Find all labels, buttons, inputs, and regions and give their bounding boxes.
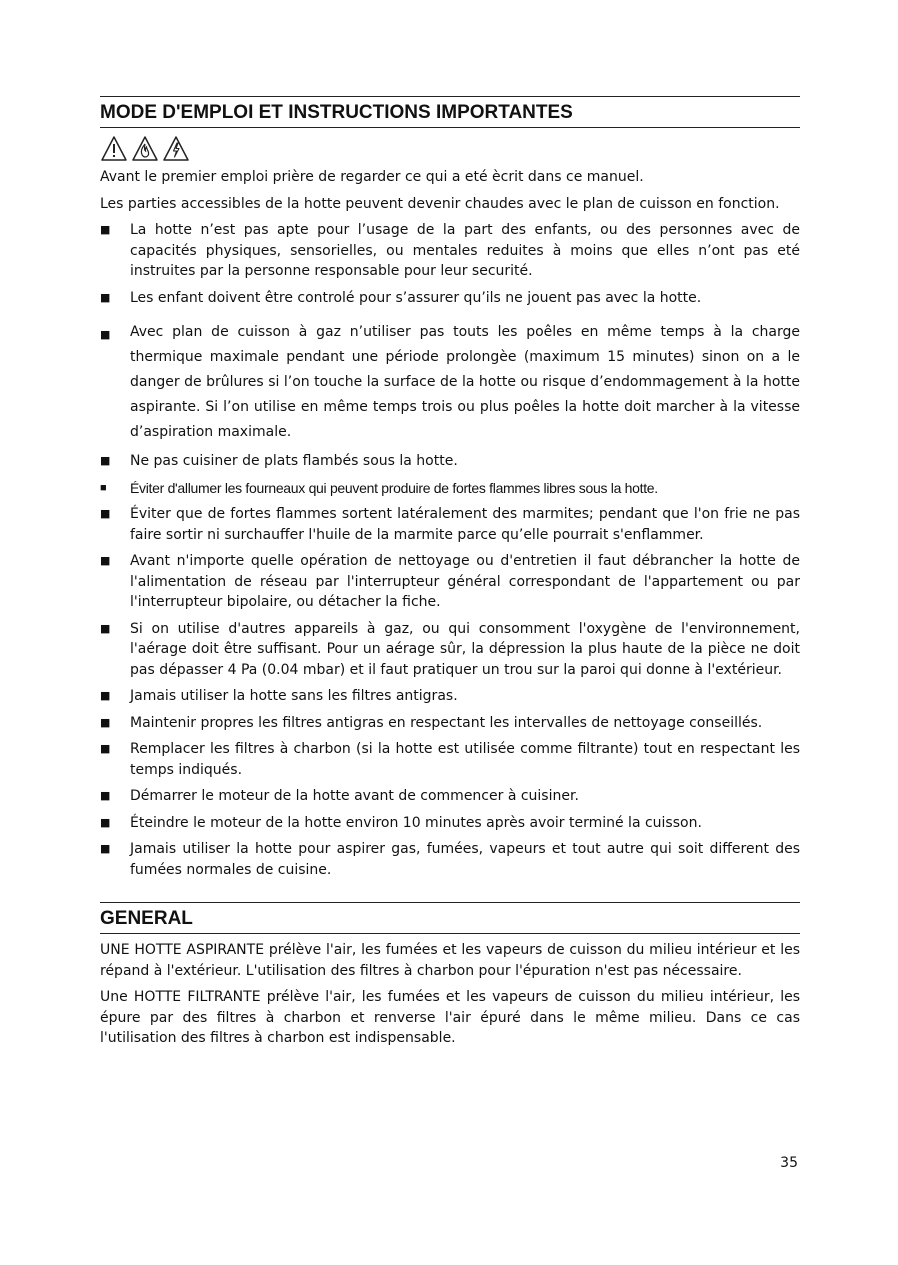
- list-item: ■ Maintenir propres les filtres antigras en respectant les intervalles de nettoyage conseillés.: [100, 713, 800, 734]
- section-title-general: GENERAL: [100, 902, 800, 934]
- list-item: ■ Éviter d'allumer les fourneaux qui peuvent produire de fortes flammes libres sous la hotte.: [100, 478, 800, 499]
- safety-instructions-list: [100, 220, 800, 880]
- list-item: ■ Démarrer le moteur de la hotte avant de commencer à cuisiner.: [100, 786, 800, 807]
- general-paragraph: UNE HOTTE ASPIRANTE prélève l'air, les fumées et les vapeurs de cuisson du milieu intérieur et les répand à l'extérieur. L'utilisation des filtres à charbon pour l'épuration n'est pas nécessaire.: [100, 942, 800, 979]
- list-item: ■ Éviter que de fortes flammes sortent latéralement des marmites; pendant que l'on frie ne pas faire sortir ni surchauffer l'huile de la marmite parce qu’elle pourrait s'enflammer.: [100, 504, 800, 545]
- electric-warning-icon: [162, 135, 190, 163]
- page-content: [100, 96, 800, 1055]
- warning-icons: [100, 135, 800, 163]
- list-item: ■ Jamais utiliser la hotte sans les filtres antigras.: [100, 686, 800, 707]
- page-number: 35: [780, 1155, 798, 1171]
- list-item: ■ Remplacer les filtres à charbon (si la hotte est utilisée comme filtrante) tout en respectant les temps indiqués.: [100, 739, 800, 780]
- list-item: ■ Avec plan de cuisson à gaz n’utiliser pas touts les poêles en même temps à la charge thermique maximale pendant une période prolongèe (maximum 15 minutes) sinon on a le danger de brûlures si l’on touche la surface de la hotte ou risque d’endommagement à la hotte aspirante. Si l’on utilise en même temps trois ou plus poêles la hotte doit marcher à la vitesse d’aspiration maximale.: [100, 320, 800, 445]
- list-item: ■ Avant n'importe quelle opération de nettoyage ou d'entretien il faut débrancher la hotte de l'alimentation de réseau par l'interrupteur général correspondant de l'appartement ou par l'interrupteur bipolaire, ou détacher la fiche.: [100, 551, 800, 613]
- general-section: [100, 902, 800, 1049]
- list-item: ■ Jamais utiliser la hotte pour aspirer gas, fumées, vapeurs et tout autre qui soit different des fumées normales de cuisine.: [100, 839, 800, 880]
- intro-paragraph: Les parties accessibles de la hotte peuvent devenir chaudes avec le plan de cuisson en fonction.: [100, 195, 780, 212]
- list-item: ■ Si on utilise d'autres appareils à gaz, ou qui consomment l'oxygène de l'environnement, l'aérage doit être suffisant. Pour un aérage sûr, la dépression la plus haute de la pièce ne doit pas dépasser 4 Pa (0.04 mbar) et il faut pratiquer un trou sur la paroi qui donne à l'extérieur.: [100, 619, 800, 681]
- list-item: ■ Éteindre le moteur de la hotte environ 10 minutes après avoir terminé la cuisson.: [100, 813, 800, 834]
- warning-icon: [100, 135, 128, 163]
- general-paragraph: Une HOTTE FILTRANTE prélève l'air, les fumées et les vapeurs de cuisson du milieu intérieur, les épure par des filtres à charbon et renverse l'air épuré dans le même milieu. Dans ce cas l'utilisation des filtres à charbon est indispensable.: [100, 989, 800, 1046]
- intro-paragraph: Avant le premier emploi prière de regarder ce qui a eté ècrit dans ce manuel.: [100, 169, 644, 185]
- list-item: ■ Ne pas cuisiner de plats flambés sous la hotte.: [100, 451, 800, 472]
- list-item: ■ La hotte n’est pas apte pour l’usage de la part des enfants, ou des personnes avec de capacités physiques, sensorielles, ou mentales reduites à moins que elles n’ont pas eté instruites par la personne responsable pour leur securité.: [100, 220, 800, 282]
- section-title-instructions: MODE D'EMPLOI ET INSTRUCTIONS IMPORTANTES: [100, 96, 800, 128]
- fire-warning-icon: [131, 135, 159, 163]
- list-item: ■ Les enfant doivent être controlé pour s’assurer qu’ils ne jouent pas avec la hotte.: [100, 288, 800, 309]
